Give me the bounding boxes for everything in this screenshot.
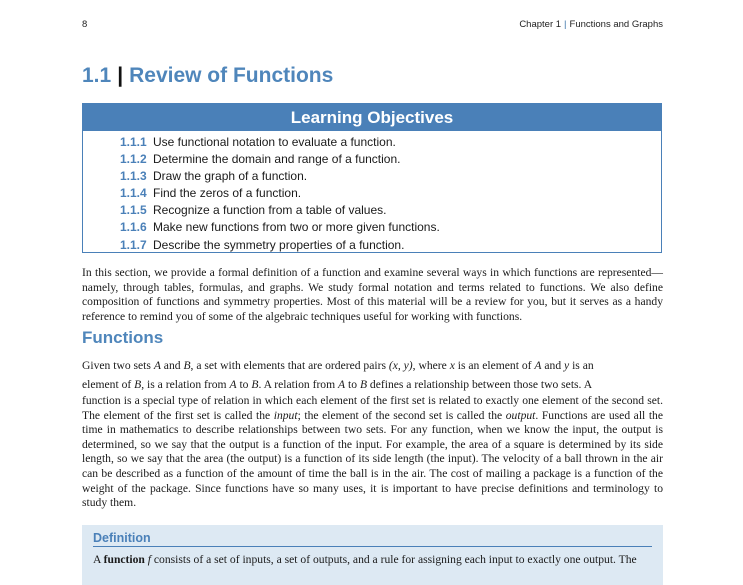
text-run: function is a special type of relation in which each element of the first set is related to exactly one element of the second set. The element of the first set is called the	[82, 394, 663, 422]
objective-number: 1.1.5	[120, 203, 147, 218]
section-title	[82, 64, 333, 88]
text-run: . A relation from	[258, 378, 339, 391]
definition-divider	[93, 546, 652, 547]
section-separator: |	[117, 64, 124, 87]
definition-text	[93, 553, 652, 567]
learning-objectives-heading: Learning Objectives	[83, 104, 661, 131]
emphasis: input	[273, 408, 298, 422]
paragraph-line	[82, 356, 663, 375]
text-run: and	[541, 359, 565, 372]
math-var: A	[229, 378, 237, 391]
text-run: to	[345, 378, 360, 391]
intro-paragraph: In this section, we provide a formal definition of a function and examine several ways in which functions are represented—namely, through tables, formulas, and graphs. We study formal notation and terms related to functions. We also define composition of functions and symmetry properties. Most of this material will be a review for you, but it serves as a handy reference to remind you of some of the algebraic techniques useful for working with functions.	[82, 266, 663, 323]
text-run: to	[236, 378, 252, 391]
objective-text: Recognize a function from a table of values.	[153, 203, 387, 218]
text-run: and	[160, 359, 184, 372]
chapter-separator: |	[564, 19, 567, 30]
math-var: A	[534, 359, 542, 372]
math-var: B	[183, 359, 191, 372]
emphasis: output	[505, 408, 536, 422]
math-var: B	[134, 378, 142, 391]
objective-text: Find the zeros of a function.	[153, 186, 302, 201]
objective-number: 1.1.2	[120, 152, 147, 167]
learning-objectives-box	[82, 103, 662, 253]
math-var: A	[153, 359, 161, 372]
math-var: f	[147, 553, 152, 566]
objective-number: 1.1.3	[120, 169, 147, 184]
math-var: x	[449, 359, 455, 372]
objective-text: Use functional notation to evaluate a function.	[153, 135, 396, 149]
objective-number: 1.1.4	[120, 186, 147, 201]
paragraph-line	[82, 375, 663, 394]
running-header	[519, 19, 663, 30]
objective-item	[120, 237, 661, 254]
text-run: element of	[82, 378, 135, 391]
objective-item	[120, 219, 661, 236]
objective-number: 1.1.6	[120, 220, 147, 235]
page-number: 8	[82, 19, 88, 30]
text-run: . Functions are used all the time in mathematics to describe relationships between two sets. For any function, when we know the input, the output is determined, so we say that the output is a function of the input. For example, the area of a square is determined by its side length, so we say that the area (the output) is a function of its side length (the input). The velocity of a ball thrown in the air can be described as a function of the amount of time the ball is in the air. The cost of mailing a package is a function of the weight of the package. Since functions have so many uses, it is important to have precise definitions and terminology to study them.	[82, 408, 663, 510]
math-pair: (x, y)	[388, 359, 413, 372]
section-number: 1.1	[82, 64, 112, 87]
objective-text: Make new functions from two or more given functions.	[153, 220, 440, 235]
text-run: , where	[412, 359, 450, 372]
objective-number: 1.1.7	[120, 237, 147, 252]
text-run: ; the element of the second set is called the	[297, 408, 506, 422]
objective-item	[120, 185, 661, 202]
definition-term: function	[103, 553, 145, 566]
text-run: Given two sets	[82, 359, 154, 372]
math-var: A	[338, 378, 346, 391]
chapter-label: Chapter 1	[519, 19, 562, 30]
objective-item	[120, 134, 661, 151]
functions-paragraph	[82, 356, 663, 511]
math-var: y	[564, 359, 570, 372]
learning-objectives-list	[83, 131, 661, 254]
chapter-title: Functions and Graphs	[569, 19, 663, 30]
objective-item	[120, 202, 661, 219]
text-run: is an	[569, 359, 594, 372]
math-var: B	[359, 378, 368, 391]
math-var: B	[251, 378, 259, 391]
section-heading: Review of Functions	[129, 64, 334, 87]
text-run: , a set with elements that are ordered pairs	[190, 359, 389, 372]
objective-text: Determine the domain and range of a function.	[153, 152, 401, 167]
text-run: defines a relationship between those two sets. A	[367, 378, 593, 391]
text-run: is an element of	[454, 359, 535, 372]
objective-text: Describe the symmetry properties of a function.	[153, 237, 405, 252]
objective-item	[120, 151, 661, 168]
text-run: A	[93, 553, 104, 566]
functions-heading: Functions	[82, 328, 164, 347]
objective-text: Draw the graph of a function.	[153, 169, 308, 184]
objective-number: 1.1.1	[120, 135, 147, 149]
paragraph-body	[82, 394, 663, 511]
text-run: consists of a set of inputs, a set of outputs, and a rule for assigning each input to exactly one output. The	[151, 553, 637, 566]
definition-title: Definition	[93, 531, 151, 545]
definition-box	[82, 525, 663, 585]
objective-item	[120, 168, 661, 185]
text-run: , is a relation from	[141, 378, 230, 391]
